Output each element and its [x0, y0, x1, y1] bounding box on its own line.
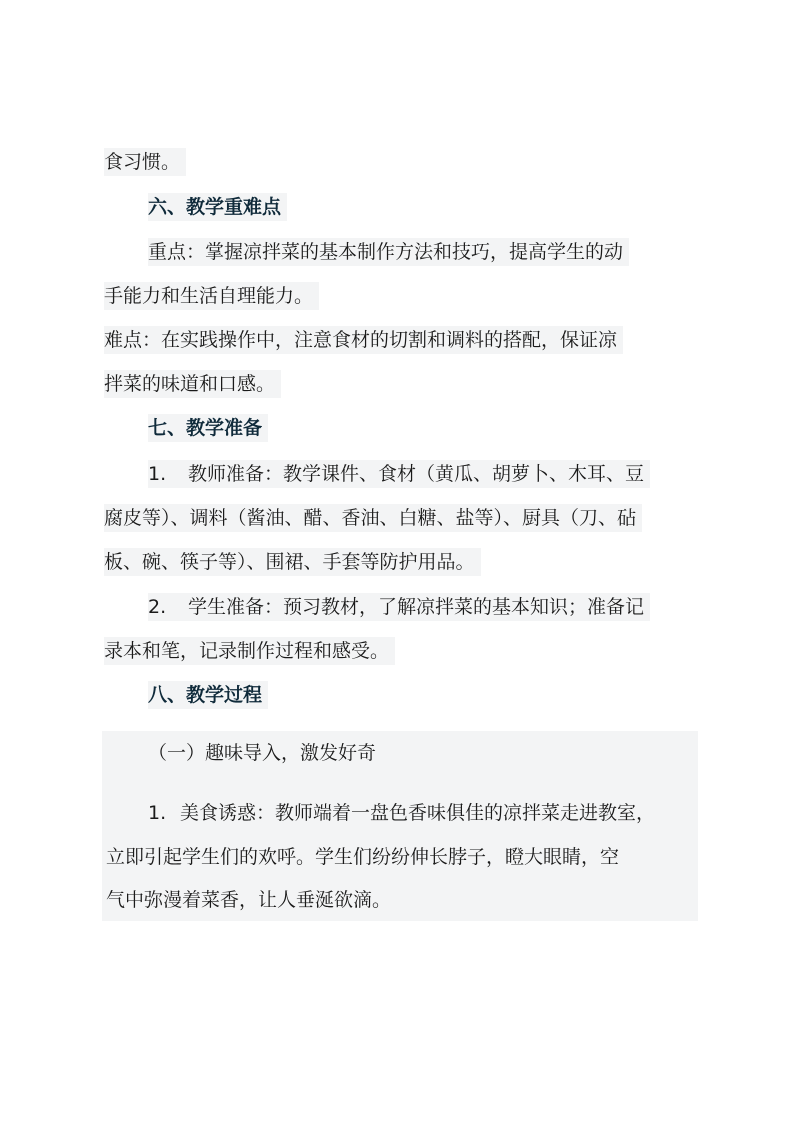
list-text: 教师准备：教学课件、食材（黄瓜、胡萝卜、木耳、豆 — [188, 463, 645, 485]
student-prep-line-1 — [148, 593, 650, 621]
text-line: 食习惯。 — [104, 148, 186, 176]
subsection-heading-1: （一）趣味导入，激发好奇 — [148, 742, 377, 764]
process-line-3: 气中弥漫着菜香，让人垂涎欲滴。 — [106, 889, 392, 911]
list-text: 美食诱惑：教师端着一盘色香味俱佳的凉拌菜走进教室， — [180, 802, 656, 824]
list-number: 2. — [148, 596, 167, 618]
section-heading-6: 六、教学重难点 — [148, 193, 287, 221]
difficulty-line-2: 拌菜的味道和口感。 — [104, 370, 281, 398]
difficulty-line-1: 难点：在实践操作中，注意食材的切割和调料的搭配，保证凉 — [104, 326, 623, 354]
key-point-line-2: 手能力和生活自理能力。 — [104, 282, 319, 310]
key-point-line-1: 重点：掌握凉拌菜的基本制作方法和技巧，提高学生的动 — [148, 238, 629, 266]
student-prep-line-2: 录本和笔，记录制作过程和感受。 — [104, 637, 395, 665]
list-number: 1. — [148, 802, 167, 824]
process-line-2: 立即引起学生们的欢呼。学生们纷纷伸长脖子，瞪大眼睛，空 — [106, 846, 620, 868]
section-heading-8: 八、教学过程 — [148, 681, 268, 709]
list-text: 学生准备：预习教材，了解凉拌菜的基本知识；准备记 — [188, 596, 645, 618]
teaching-process-block — [102, 731, 698, 921]
teacher-prep-line-2: 腐皮等）、调料（酱油、醋、香油、白糖、盐等）、厨具（刀、砧 — [104, 504, 642, 532]
teacher-prep-line-1 — [148, 460, 650, 488]
list-number: 1. — [148, 463, 167, 485]
process-line-1 — [148, 799, 661, 827]
section-heading-7: 七、教学准备 — [148, 414, 268, 442]
teacher-prep-line-3: 板、碗、筷子等）、围裙、手套等防护用品。 — [104, 548, 481, 576]
